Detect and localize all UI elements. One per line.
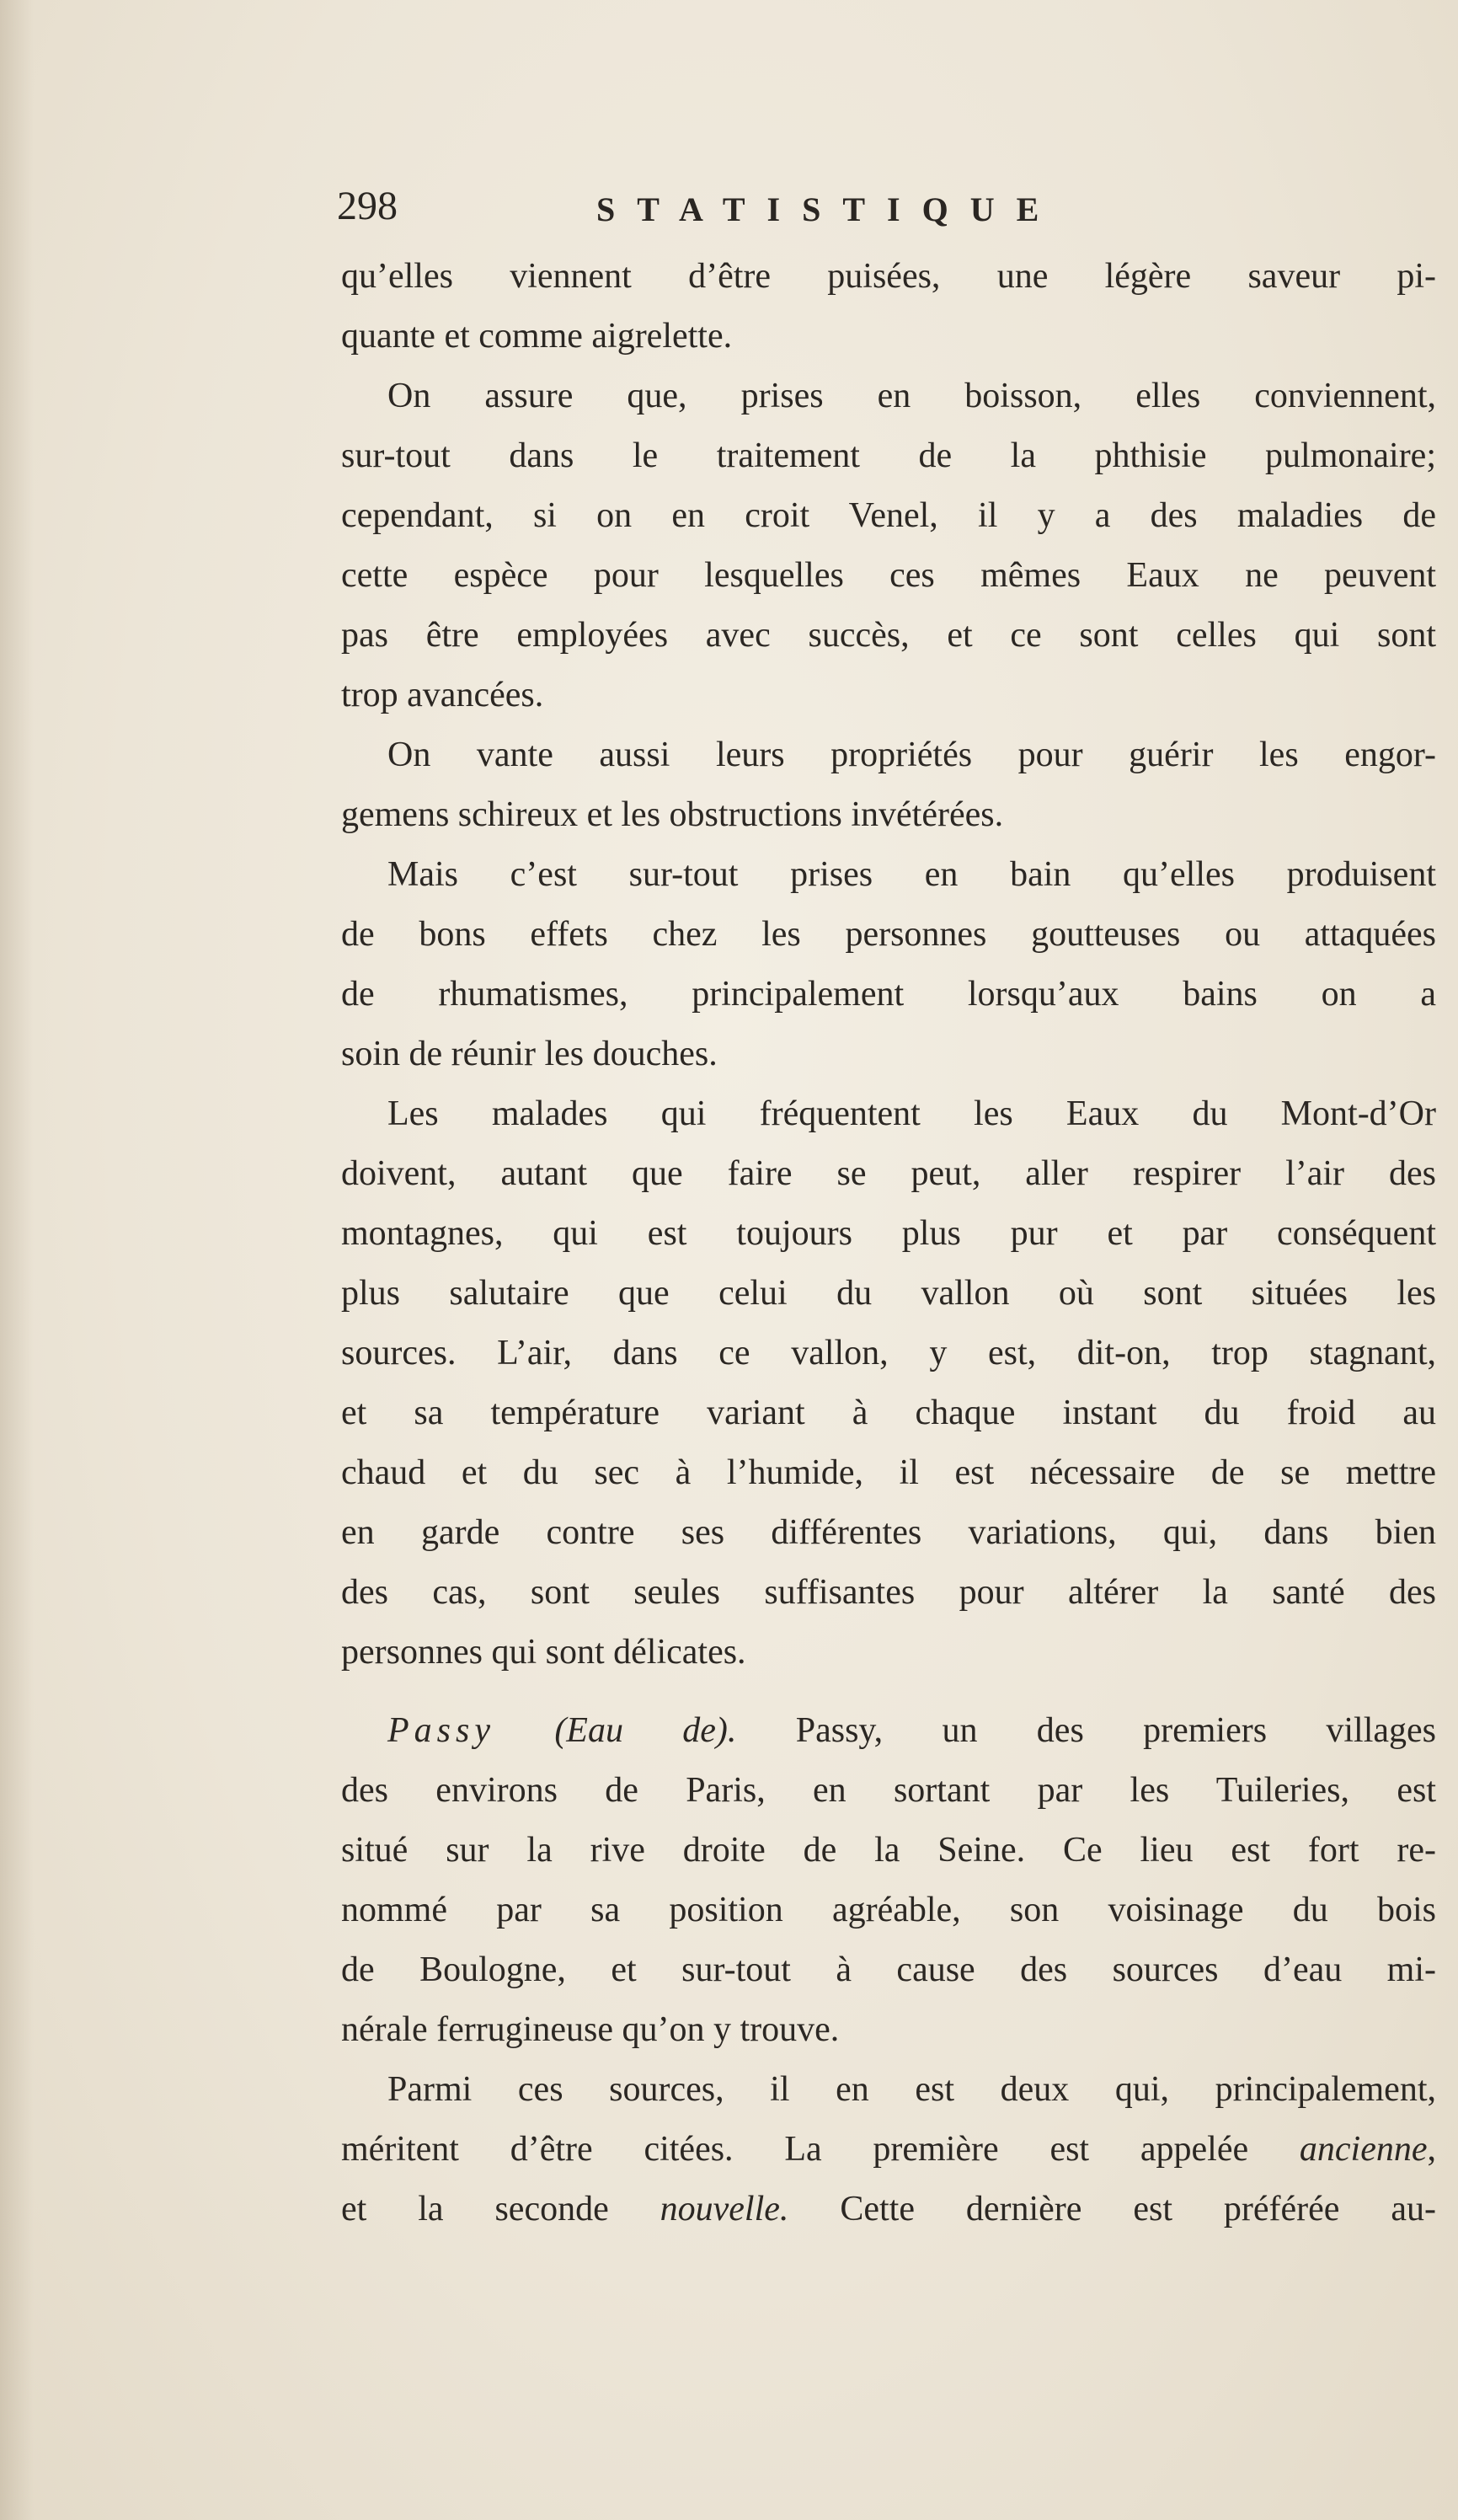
entry-label-passy: Passy <box>387 1711 495 1750</box>
entry-heading-line <box>341 1701 1436 1761</box>
section-gap <box>341 1683 1436 1701</box>
text-line: trop avancées. <box>341 676 544 714</box>
text-line: cependant, si on en croit Venel, il y a des maladies de <box>341 496 1436 535</box>
text-line: soin de réunir les douches. <box>341 1035 718 1073</box>
text-segment: méritent d’être citées. La première est appelée <box>341 2130 1300 2169</box>
text-line: situé sur la rive droite de la Seine. Ce lieu est fort re- <box>341 1831 1436 1870</box>
page-header <box>337 177 1179 236</box>
running-head: STATISTIQUE <box>596 190 1061 228</box>
text-line: nérale ferrugineuse qu’on y trouve. <box>341 2010 840 2049</box>
text-line: en garde contre ses différentes variations, qui, dans bien <box>341 1513 1436 1552</box>
entry-label-eau-de: (Eau de). <box>554 1711 737 1750</box>
text-line: et sa température variant à chaque instant du froid au <box>341 1394 1436 1432</box>
text-line: cette espèce pour lesquelles ces mêmes Eaux ne peuvent <box>341 556 1436 595</box>
page-spine-shadow <box>0 0 34 2520</box>
text-line: Les malades qui fréquentent les Eaux du Mont-d’Or <box>387 1094 1436 1133</box>
text-line: On assure que, prises en boisson, elles conviennent, <box>387 377 1436 415</box>
text-line: montagnes, qui est toujours plus pur et par conséquent <box>341 1214 1436 1253</box>
body-text <box>341 247 1436 2239</box>
italic-term-ancienne: ancienne <box>1299 2130 1428 2169</box>
text-line: de bons effets chez les personnes goutteuses ou attaquées <box>341 915 1436 954</box>
text-line: Parmi ces sources, il en est deux qui, principalement, <box>387 2070 1436 2109</box>
text-segment: et la seconde <box>341 2190 660 2228</box>
text-line: personnes qui sont délicates. <box>341 1633 746 1672</box>
text-line: doivent, autant que faire se peut, aller respirer l’air des <box>341 1154 1436 1193</box>
text-line: de Boulogne, et sur-tout à cause des sources d’eau mi- <box>341 1950 1436 1989</box>
text-line: sources. L’air, dans ce vallon, y est, dit-on, trop stagnant, <box>341 1334 1436 1372</box>
text-line: nommé par sa position agréable, son voisinage du bois <box>341 1891 1436 1929</box>
text-line: quante et comme aigrelette. <box>341 317 733 356</box>
text-line: chaud et du sec à l’humide, il est nécessaire de se mettre <box>341 1453 1436 1492</box>
text-line: plus salutaire que celui du vallon où sont situées les <box>341 1274 1436 1313</box>
text-line-mixed <box>341 2180 1436 2239</box>
text-line: gemens schireux et les obstructions invétérées. <box>341 795 1004 834</box>
text-line: des environs de Paris, en sortant par les Tuileries, est <box>341 1771 1436 1810</box>
page-number: 298 <box>337 184 398 228</box>
text-line: Mais c’est sur-tout prises en bain qu’elles produisent <box>387 855 1436 894</box>
text-segment: Cette dernière est préférée au- <box>788 2190 1436 2228</box>
text-line-mixed <box>341 2120 1436 2180</box>
text-line: des cas, sont seules suffisantes pour altérer la santé des <box>341 1573 1436 1612</box>
text-line: de rhumatismes, principalement lorsqu’aux bains on a <box>341 975 1436 1014</box>
text-line: sur-tout dans le traitement de la phthisie pulmonaire; <box>341 436 1436 475</box>
text-line: qu’elles viennent d’être puisées, une légère saveur pi- <box>341 257 1436 296</box>
text-segment: , <box>1427 2130 1436 2169</box>
text-line-rest: Passy, un des premiers villages <box>736 1711 1436 1750</box>
italic-term-nouvelle: nouvelle. <box>660 2190 789 2228</box>
text-line: pas être employées avec succès, et ce sont celles qui sont <box>341 616 1436 655</box>
text-line: On vante aussi leurs propriétés pour guérir les engor- <box>387 736 1436 774</box>
